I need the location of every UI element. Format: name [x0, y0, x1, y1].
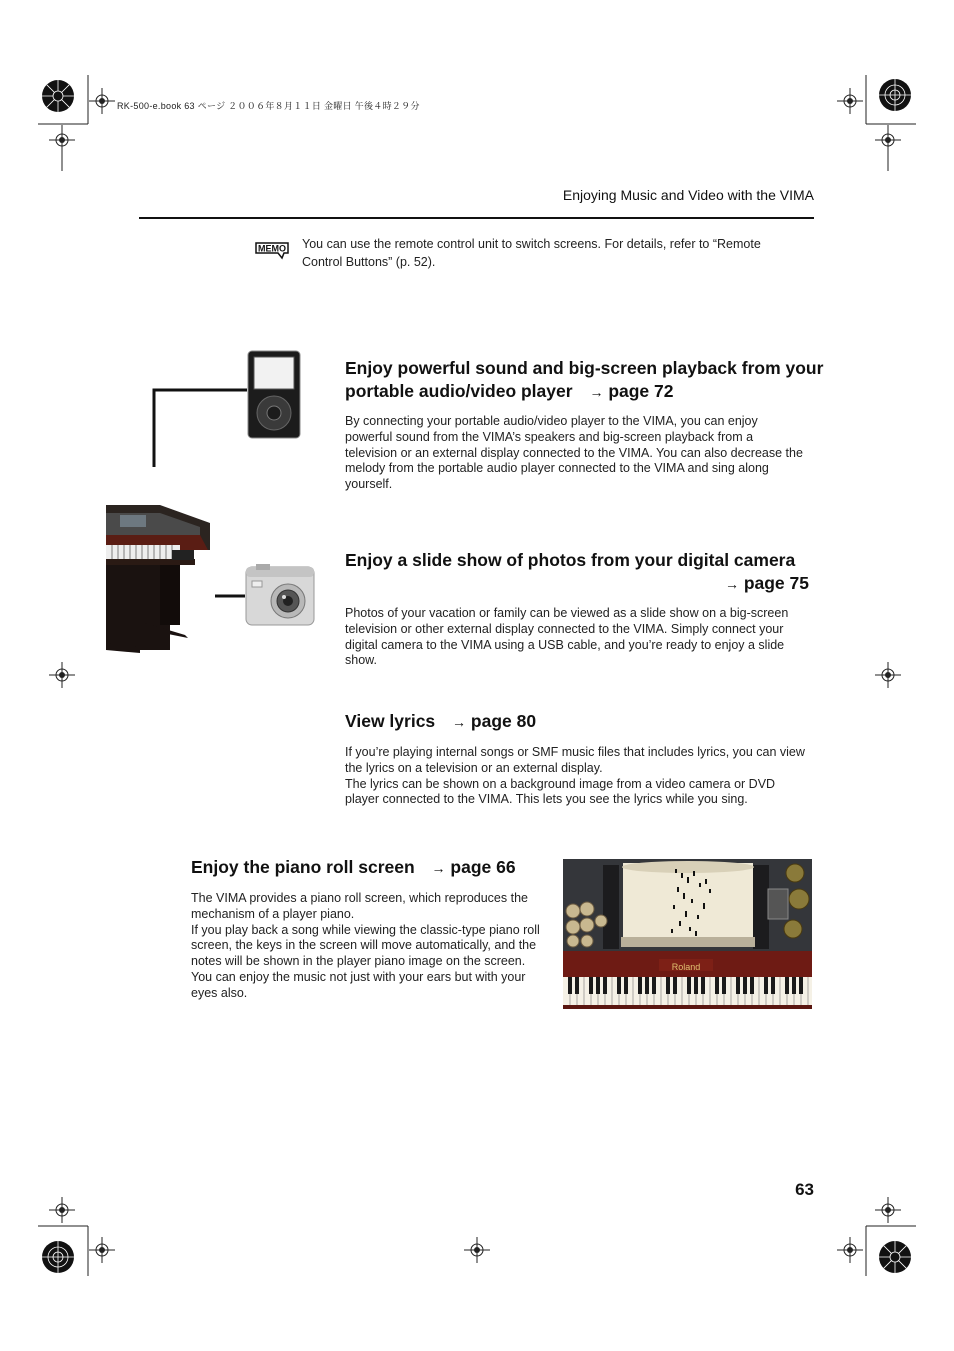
camera-body: Photos of your vacation or family can be viewed as a slide show on a big-screen television or other external display connected to the VIMA. Simply connect your digital camera to the VIMA using a USB cable, and you’re ready to enjoy a slide show. — [345, 606, 789, 668]
registration-sun-icon — [41, 1240, 75, 1274]
lyrics-page-ref[interactable]: page 80 — [470, 711, 537, 731]
lyrics-body-paragraph-2: The lyrics can be shown on a background image from a video camera or DVD player connected to the VIMA. This lets you see the lyrics while you sing. — [345, 776, 776, 807]
portable-player-image — [248, 351, 300, 438]
arrow-icon: → — [589, 384, 604, 400]
crosshair-mark-icon — [89, 1237, 115, 1263]
crosshair-mark-icon — [837, 88, 863, 114]
arrow-icon: → — [431, 860, 446, 876]
file-header: RK-500-e.book 63 ページ ２００６年８月１１日 金曜日 午後４時２９分 — [117, 101, 420, 111]
lyrics-title: View lyrics — [345, 711, 436, 731]
portable-player-page-ref[interactable]: page 72 — [608, 381, 674, 401]
piano-roll-page-ref[interactable]: page 66 — [450, 857, 516, 877]
lyrics-heading — [345, 710, 536, 734]
running-head: Enjoying Music and Video with the VIMA — [562, 187, 814, 203]
registration-sun-icon — [878, 78, 912, 112]
portable-player-title-line1: Enjoy powerful sound and big-screen playback from your — [345, 358, 824, 378]
crosshair-mark-icon — [837, 1237, 863, 1263]
header-rule — [139, 217, 814, 219]
crosshair-mark-icon — [49, 1197, 75, 1223]
arrow-icon: → — [452, 714, 467, 730]
crosshair-mark-icon — [464, 1237, 490, 1263]
page-number: 63 — [795, 1180, 814, 1199]
connection-illustration — [100, 345, 330, 740]
camera-title: Enjoy a slide show of photos from your digital camera — [345, 550, 796, 570]
lyrics-body-paragraph-1: If you’re playing internal songs or SMF music files that includes lyrics, you can view the lyrics on a television or an external display. — [345, 745, 805, 775]
piano-roll-body-paragraph-2: If you play back a song while viewing the classic-type piano roll screen, the keys in the screen will move automatically, and the notes will be shown in the player piano image on the screen. You can enjoy the music not just with your ears but with your eyes also. — [191, 922, 540, 1000]
memo-text: You can use the remote control unit to switch screens. For details, refer to “Remote Control Buttons” (p. 52). — [302, 237, 761, 269]
registration-sun-icon — [41, 79, 75, 113]
portable-player-title-line2: portable audio/video player — [345, 381, 573, 401]
keyboard-instrument-image — [105, 467, 215, 737]
lyrics-body — [345, 745, 805, 808]
digital-camera-image — [246, 564, 314, 625]
piano-roll-body-paragraph-1: The VIMA provides a piano roll screen, which reproduces the mechanism of a player piano. — [191, 891, 528, 921]
crosshair-mark-icon — [49, 127, 75, 153]
camera-heading — [345, 549, 809, 596]
registration-sun-icon — [878, 1240, 912, 1274]
piano-brand-label: Roland — [671, 962, 701, 972]
arrow-icon: → — [724, 576, 739, 592]
portable-player-heading — [345, 357, 824, 404]
piano-roll-screenshot — [563, 859, 812, 1009]
piano-roll-body — [191, 891, 546, 1002]
portable-player-body: By connecting your portable audio/video player to the VIMA, you can enjoy powerful sound from the VIMA’s speakers and big-screen playback from a television or an external display connected to the VIMA. You can also decrease the melody from the portable audio player connected to the VIMA and sing along yourself. — [345, 414, 803, 492]
memo-icon-label: MEMO — [258, 243, 286, 254]
piano-roll-title: Enjoy the piano roll screen — [191, 857, 415, 877]
crosshair-mark-icon — [875, 1197, 901, 1223]
memo-icon — [254, 239, 290, 261]
camera-page-ref[interactable]: page 75 — [743, 573, 809, 593]
crosshair-mark-icon — [875, 127, 901, 153]
crosshair-mark-icon — [89, 88, 115, 114]
crosshair-mark-icon — [49, 662, 75, 688]
crosshair-mark-icon — [875, 662, 901, 688]
piano-roll-heading — [191, 856, 516, 880]
